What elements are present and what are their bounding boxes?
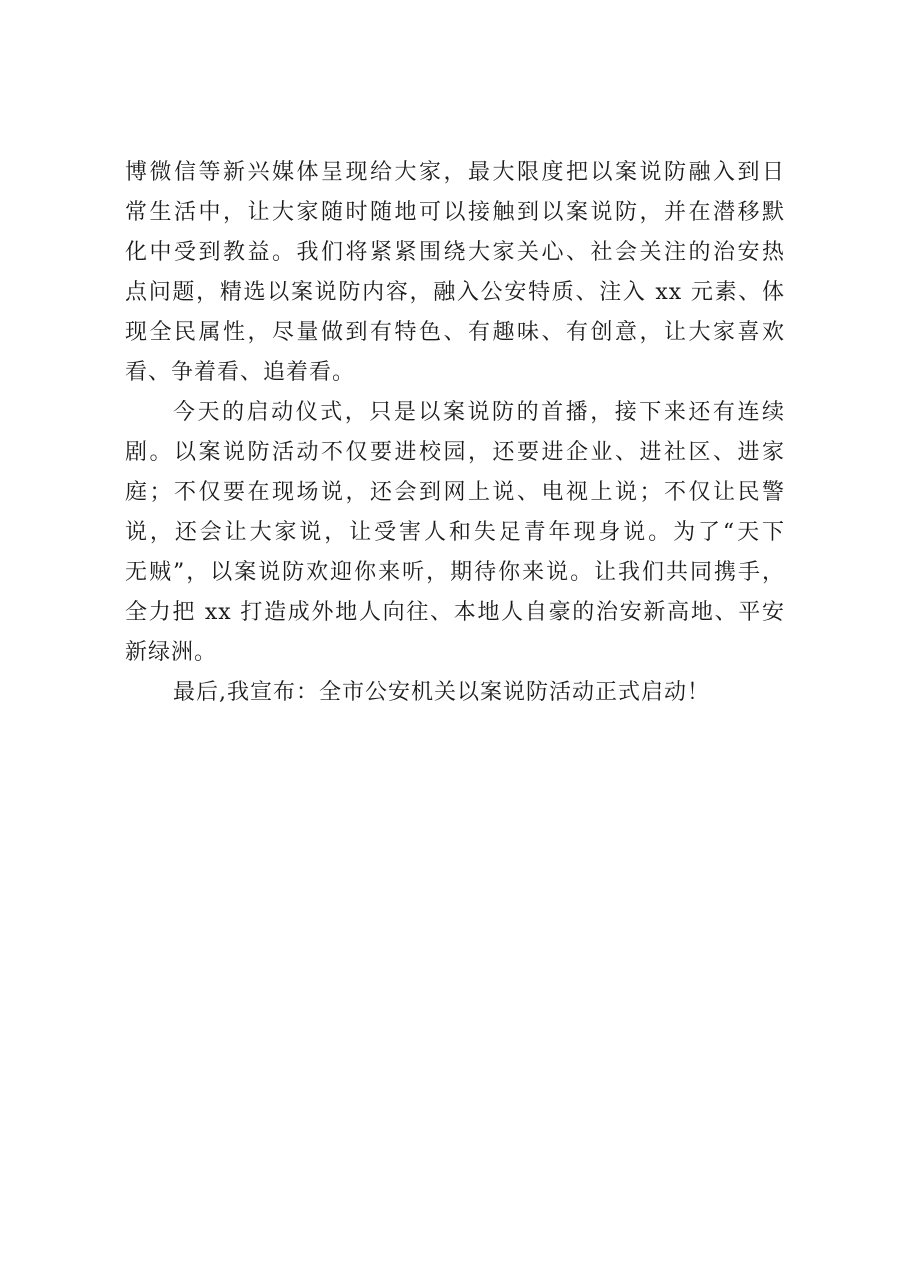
text-line: 新绿洲。	[125, 640, 218, 665]
paragraph-1	[125, 153, 785, 393]
text-line: 今天的启动仪式，只是以案说防的首播，接下来还有连续	[173, 400, 785, 425]
text-line: 看、争着看、追着看。	[125, 360, 356, 385]
paragraph-3	[125, 673, 785, 713]
text-line: 常生活中，让大家随时随地可以接触到以案说防，并在潜移默	[125, 200, 785, 225]
text-line: 庭；不仅要在现场说，还会到网上说、电视上说；不仅让民警	[125, 480, 785, 505]
paragraph-2	[125, 393, 785, 673]
text-line: 博微信等新兴媒体呈现给大家，最大限度把以案说防融入到日	[125, 160, 785, 185]
text-line: 最后,我宣布：全市公安机关以案说防活动正式启动！	[173, 680, 710, 705]
text-line: 剧。以案说防活动不仅要进校园，还要进企业、进社区、进家	[125, 440, 785, 465]
text-line: 说，还会让大家说，让受害人和失足青年现身说。为了“天下	[125, 520, 785, 545]
text-line: 点问题，精选以案说防内容，融入公安特质、注入 xx 元素、体	[125, 280, 785, 305]
document-body	[125, 153, 785, 713]
text-line: 全力把 xx 打造成外地人向往、本地人自豪的治安新高地、平安	[125, 600, 785, 625]
text-line: 现全民属性，尽量做到有特色、有趣味、有创意，让大家喜欢	[125, 320, 785, 345]
text-line: 化中受到教益。我们将紧紧围绕大家关心、社会关注的治安热	[125, 240, 785, 265]
text-line: 无贼”，以案说防欢迎你来听，期待你来说。让我们共同携手，	[125, 560, 785, 585]
